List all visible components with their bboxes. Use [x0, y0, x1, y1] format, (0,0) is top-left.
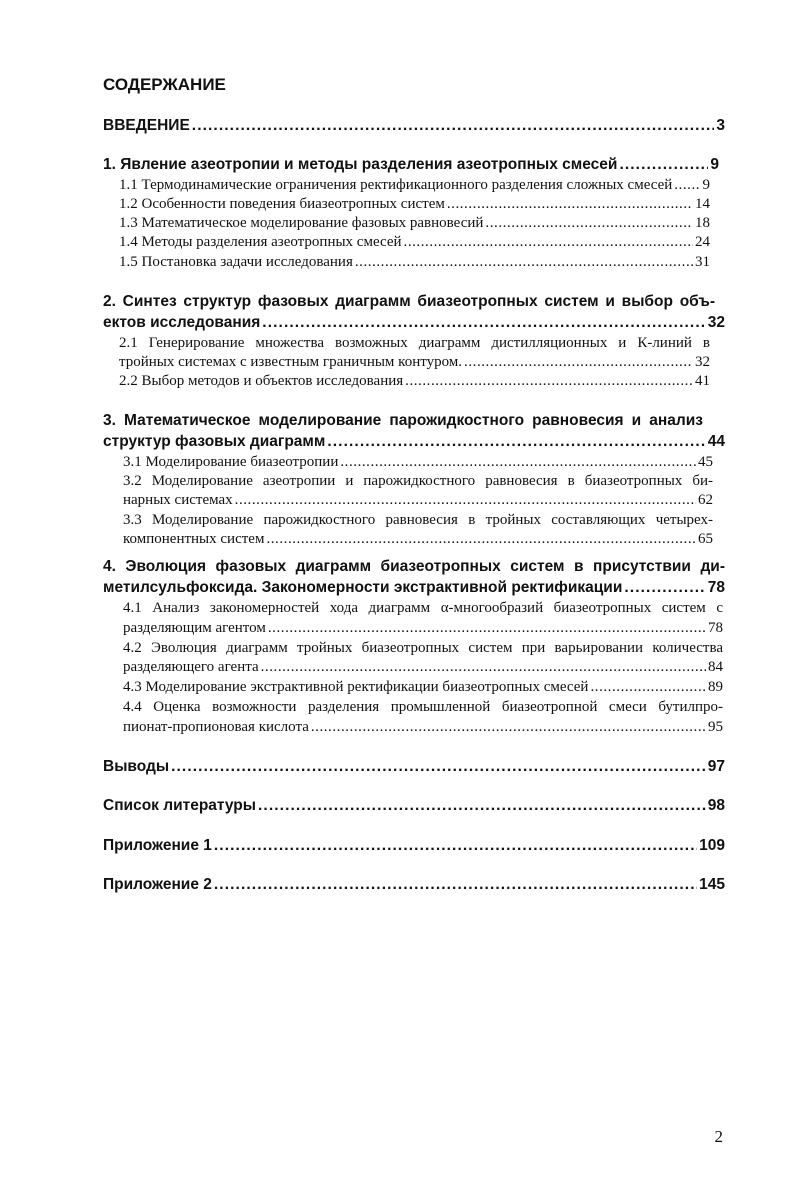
toc-entry-title: ектов исследования	[103, 314, 261, 331]
toc-entry-title: метилсульфоксида. Закономерности экстрактивной ректификации	[103, 579, 623, 596]
toc-entry-page: 84	[708, 659, 723, 675]
toc-entry-title: ВВЕДЕНИЕ	[103, 117, 190, 134]
toc-entry-page: 78	[707, 579, 725, 596]
toc-entry-chapter-3[interactable]	[103, 433, 725, 451]
toc-entry-appendix-1[interactable]	[103, 837, 725, 855]
toc-entry-page: 18	[695, 215, 710, 231]
toc-entry-title: тройных системах с известным граничным контуром.	[119, 354, 463, 370]
toc-entry-3-3[interactable]	[123, 531, 713, 548]
toc-entry-title: 1. Явление азеотропии и методы разделения азеотропных смесей	[103, 156, 618, 173]
toc-entry-page: 9	[710, 156, 719, 173]
toc-entry-title: нарных системах	[123, 492, 233, 508]
toc-entry-1-1[interactable]	[119, 177, 710, 194]
toc-entry-chapter-1[interactable]	[103, 156, 719, 174]
toc-entry-page: 97	[707, 758, 725, 775]
toc-entry-title: Список литературы	[103, 797, 257, 814]
toc-entry-page: 109	[699, 837, 725, 854]
toc-entry-page: 32	[695, 354, 710, 370]
toc-entry-1-5[interactable]	[119, 254, 710, 271]
toc-entry-4-4[interactable]	[123, 719, 723, 736]
toc-entry-chapter-3-line1: 3. Математическое моделирование парожидкостного равновесия и анализ	[103, 412, 703, 429]
toc-entry-page: 98	[707, 797, 725, 814]
toc-entry-page: 95	[708, 719, 723, 735]
toc-entry-title: пионат-пропионовая кислота	[123, 719, 309, 735]
toc-entry-3-2[interactable]	[123, 492, 713, 509]
toc-entry-4-1-line1: 4.1 Анализ закономерностей хода диаграмм α-многообразий биазеотропных систем с	[123, 600, 723, 616]
toc-entry-page: 78	[708, 620, 723, 636]
toc-entry-4-3[interactable]	[123, 679, 723, 696]
toc-entry-title: Приложение 1	[103, 837, 212, 854]
toc-entry-4-1[interactable]	[123, 620, 723, 637]
toc-entry-page: 14	[695, 196, 710, 212]
toc-entry-title: 2.2 Выбор методов и объектов исследования	[119, 373, 404, 389]
toc-entry-page: 3	[716, 117, 725, 134]
toc-entry-page: 9	[702, 177, 710, 193]
toc-entry-2-1[interactable]	[119, 354, 710, 371]
toc-entry-appendix-2[interactable]	[103, 876, 725, 894]
toc-entry-chapter-4[interactable]	[103, 579, 725, 597]
toc-entry-introduction[interactable]	[103, 117, 725, 135]
toc-heading: СОДЕРЖАНИЕ	[103, 75, 226, 94]
toc-entry-page: 45	[698, 454, 713, 470]
toc-entry-title: 4.3 Моделирование экстрактивной ректификации биазеотропных смесей	[123, 679, 589, 695]
toc-entry-page: 31	[695, 254, 710, 270]
toc-entry-2-1-line1: 2.1 Генерирование множества возможных диаграмм дистилляционных и К-линий в	[119, 335, 710, 351]
toc-entry-4-4-line1: 4.4 Оценка возможности разделения промышленной биазеотропной смеси бутилпро-	[123, 699, 723, 715]
toc-entry-page: 65	[698, 531, 713, 547]
toc-entry-title: разделяющим агентом	[123, 620, 266, 636]
toc-entry-chapter-2-line1: 2. Синтез структур фазовых диаграмм биазеотропных систем и выбор объ-	[103, 293, 715, 310]
toc-entry-title: 1.4 Методы разделения азеотропных смесей	[119, 234, 402, 250]
toc-entry-3-1[interactable]	[123, 454, 713, 471]
toc-entry-title: 1.2 Особенности поведения биазеотропных систем	[119, 196, 445, 212]
toc-entry-title: Приложение 2	[103, 876, 212, 893]
toc-entry-page: 24	[695, 234, 710, 250]
toc-entry-page: 32	[707, 314, 725, 331]
toc-entry-3-3-line1: 3.3 Моделирование парожидкостного равновесия в тройных составляющих четырех-	[123, 512, 713, 528]
toc-entry-page: 89	[708, 679, 723, 695]
toc-entry-chapter-4-line1: 4. Эволюция фазовых диаграмм биазеотропных систем в присутствии ди-	[103, 558, 725, 575]
toc-entry-title: 3.1 Моделирование биазеотропии	[123, 454, 339, 470]
toc-entry-1-3[interactable]	[119, 215, 710, 232]
toc-entry-3-2-line1: 3.2 Моделирование азеотропии и парожидкостного равновесия в биазеотропных би-	[123, 473, 713, 489]
page-number: 2	[714, 1127, 723, 1146]
toc-entry-title: компонентных систем	[123, 531, 265, 547]
toc-entry-chapter-2[interactable]	[103, 314, 725, 332]
toc-entry-4-2-line1: 4.2 Эволюция диаграмм тройных биазеотропных систем при варьировании количества	[123, 640, 723, 656]
toc-entry-conclusions[interactable]	[103, 758, 725, 776]
toc-entry-2-2[interactable]	[119, 373, 710, 390]
toc-entry-title: 1.5 Постановка задачи исследования	[119, 254, 353, 270]
toc-entry-page: 62	[698, 492, 713, 508]
toc-entry-references[interactable]	[103, 797, 725, 815]
toc-entry-page: 145	[699, 876, 725, 893]
toc-entry-title: Выводы	[103, 758, 170, 775]
toc-entry-1-2[interactable]	[119, 196, 710, 213]
toc-entry-title: 1.1 Термодинамические ограничения ректификационного разделения сложных смесей	[119, 177, 673, 193]
toc-entry-title: разделяющего агента	[123, 659, 259, 675]
toc-entry-4-2[interactable]	[123, 659, 723, 676]
toc-entry-page: 41	[695, 373, 710, 389]
toc-entry-title: структур фазовых диаграмм	[103, 433, 326, 450]
toc-entry-page: 44	[707, 433, 725, 450]
toc-entry-title: 1.3 Математическое моделирование фазовых равновесий	[119, 215, 484, 231]
toc-entry-1-4[interactable]	[119, 234, 710, 251]
